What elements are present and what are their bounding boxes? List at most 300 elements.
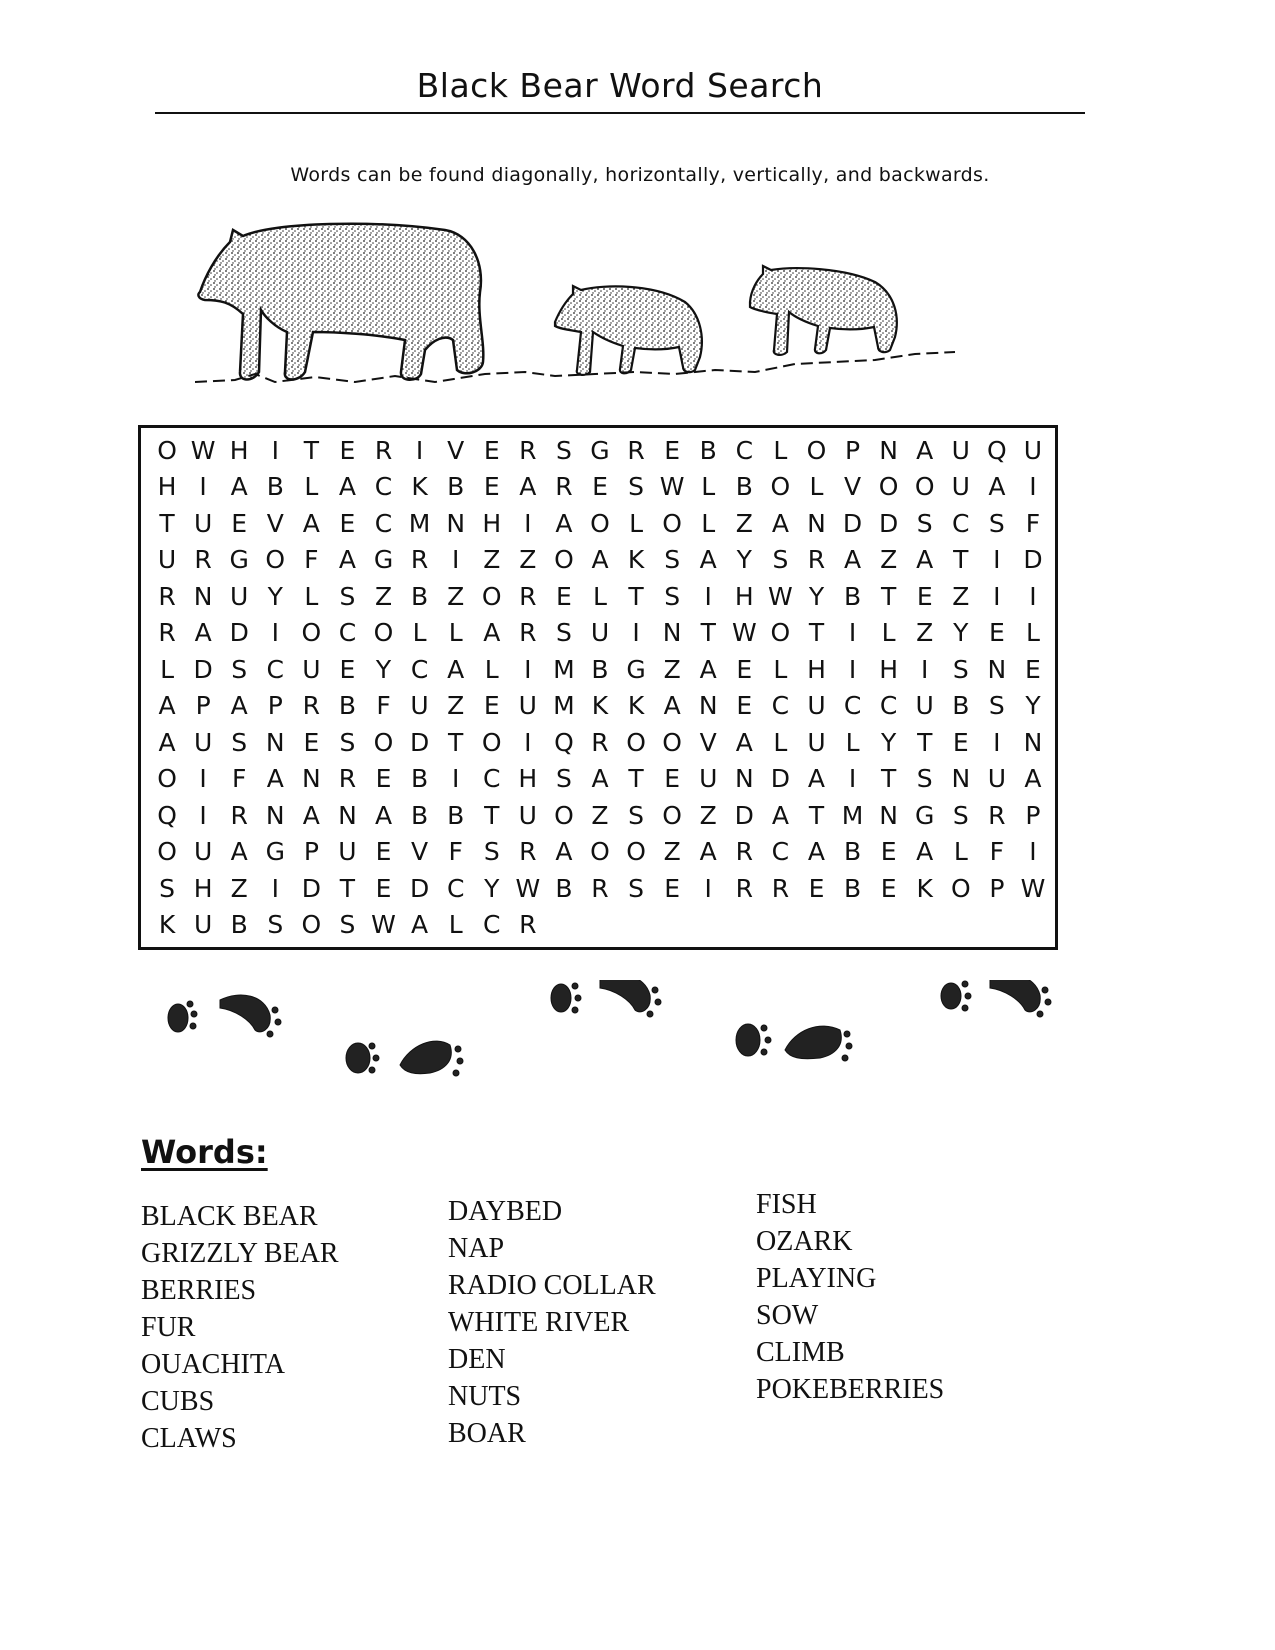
grid-letter: C: [446, 873, 465, 903]
grid-letter: T: [700, 618, 716, 648]
grid-letter: S: [339, 727, 356, 757]
word-list-item: CLAWS: [141, 1423, 237, 1454]
grid-letter: G: [373, 545, 394, 575]
grid-letter: T: [628, 581, 644, 611]
grid-letter: I: [415, 435, 424, 465]
grid-letter: Z: [374, 581, 393, 611]
adult-bear-icon: [198, 224, 483, 380]
grid-letter: R: [591, 873, 609, 903]
grid-letter: C: [374, 472, 393, 502]
grid-letter: D: [409, 727, 430, 757]
grid-letter: O: [373, 618, 394, 648]
grid-letter: G: [265, 837, 285, 867]
grid-letter: A: [338, 472, 356, 502]
grid-letter: S: [555, 435, 572, 465]
grid-letter: F: [376, 691, 391, 721]
grid-letter: E: [339, 508, 356, 538]
grid-letter: I: [1029, 472, 1037, 502]
grid-letter: L: [773, 654, 788, 684]
grid-letter: R: [988, 800, 1006, 830]
grid-letter: E: [664, 873, 681, 903]
word-list-item: PLAYING: [756, 1263, 877, 1294]
grid-letter: D: [879, 508, 899, 538]
grid-letter: H: [157, 472, 177, 502]
grid-letter: A: [158, 727, 176, 757]
grid-letter: U: [987, 764, 1007, 794]
grid-letter: N: [807, 508, 826, 538]
grid-letter: I: [199, 800, 207, 830]
grid-letter: Y: [1025, 691, 1041, 721]
grid-letter: D: [1023, 545, 1043, 575]
grid-letter: B: [338, 691, 356, 721]
grid-letter: Y: [375, 654, 392, 684]
grid-letter: P: [1025, 800, 1041, 830]
grid-letter: A: [411, 910, 429, 940]
grid-letter: U: [1023, 435, 1043, 465]
grid-letter: O: [914, 472, 935, 502]
grid-letter: S: [555, 618, 572, 648]
grid-letter: A: [338, 545, 356, 575]
grid-letter: B: [952, 691, 970, 721]
grid-letter: A: [916, 435, 934, 465]
grid-letter: I: [704, 873, 712, 903]
grid-letter: N: [879, 435, 898, 465]
grid-letter: K: [411, 472, 428, 502]
grid-letter: L: [701, 508, 716, 538]
grid-letter: V: [844, 472, 862, 502]
grid-letter: N: [265, 727, 285, 757]
grid-letter: R: [519, 581, 537, 611]
grid-letter: N: [1023, 727, 1043, 757]
grid-letter: S: [988, 508, 1005, 538]
grid-letter: T: [159, 508, 175, 538]
grid-letter: B: [555, 873, 573, 903]
grid-letter: W: [190, 435, 216, 465]
grid-letter: O: [481, 581, 502, 611]
grid-letter: N: [265, 800, 285, 830]
grid-letter: C: [771, 837, 790, 867]
grid-letter: F: [232, 764, 247, 794]
grid-letter: O: [878, 472, 899, 502]
grid-letter: D: [842, 508, 863, 538]
grid-letter: A: [230, 472, 248, 502]
grid-letter: B: [735, 472, 753, 502]
grid-letter: A: [302, 508, 320, 538]
grid-letter: V: [411, 837, 429, 867]
grid-letter: E: [303, 727, 320, 757]
grid-letter: N: [734, 764, 754, 794]
grid-letter: B: [699, 435, 717, 465]
grid-letter: O: [770, 472, 791, 502]
grid-letter: Z: [447, 581, 465, 611]
grid-letter: Y: [736, 545, 752, 575]
grid-letter: E: [231, 508, 248, 538]
grid-letter: H: [879, 654, 899, 684]
grid-letter: O: [590, 508, 610, 538]
grid-letter: H: [229, 435, 249, 465]
grid-letter: W: [371, 910, 396, 940]
grid-letter: L: [773, 435, 788, 465]
grid-letter: O: [806, 435, 827, 465]
grid-letter: B: [266, 472, 284, 502]
paw-print-icon: [990, 980, 1051, 1017]
grid-letter: O: [662, 800, 682, 830]
page-title: Black Bear Word Search: [416, 66, 824, 105]
grid-letter: I: [271, 873, 279, 903]
grid-letter: T: [628, 764, 644, 794]
grid-letter: U: [807, 727, 826, 757]
word-list-item: POKEBERRIES: [756, 1374, 945, 1405]
grid-letter: E: [483, 691, 500, 721]
grid-letter: T: [880, 581, 897, 611]
grid-letter: I: [921, 654, 929, 684]
grid-letter: A: [771, 800, 789, 830]
word-list-item: OZARK: [756, 1226, 853, 1257]
grid-letter: F: [448, 837, 463, 867]
grid-letter: P: [303, 837, 319, 867]
grid-letter: I: [993, 727, 1001, 757]
grid-letter: T: [917, 727, 933, 757]
grid-letter: S: [664, 545, 681, 575]
grid-letter: E: [880, 837, 897, 867]
grid-letter: R: [735, 873, 753, 903]
paw-print-icon: [346, 1043, 379, 1073]
grid-letter: C: [266, 654, 284, 684]
grid-letter: N: [193, 581, 213, 611]
grid-letter: N: [879, 800, 898, 830]
words-heading: Words:: [141, 1133, 268, 1171]
grid-letter: Y: [267, 581, 283, 611]
grid-letter: E: [483, 472, 500, 502]
grid-letter: T: [808, 800, 825, 830]
grid-letter: L: [304, 581, 319, 611]
word-list-item: DAYBED: [448, 1196, 563, 1227]
word-list-item: BOAR: [448, 1418, 526, 1449]
grid-letter: Z: [447, 691, 465, 721]
grid-letter: C: [410, 654, 429, 684]
grid-letter: W: [1020, 873, 1046, 903]
grid-letter: Z: [699, 800, 717, 830]
word-list-column: [756, 1186, 944, 1408]
grid-letter: S: [628, 873, 644, 903]
grid-letter: R: [230, 800, 248, 830]
grid-letter: M: [408, 508, 431, 538]
grid-letter: I: [993, 581, 1001, 611]
grid-letter: O: [157, 435, 177, 465]
grid-letter: I: [1029, 837, 1037, 867]
grid-letter: S: [916, 508, 933, 538]
grid-letter: U: [915, 691, 934, 721]
paw-print-icon: [168, 1001, 197, 1032]
grid-letter: G: [229, 545, 249, 575]
grid-letter: H: [193, 873, 213, 903]
grid-letter: H: [807, 654, 826, 684]
grid-letter: W: [731, 618, 757, 648]
grid-letter: S: [664, 581, 681, 611]
grid-letter: N: [698, 691, 718, 721]
grid-letter: Z: [952, 581, 970, 611]
grid-letter: N: [951, 764, 971, 794]
grid-letter: U: [518, 800, 537, 830]
grid-letter: I: [632, 618, 640, 648]
grid-letter: A: [1024, 764, 1042, 794]
cub-bear-icon: [750, 266, 897, 355]
grid-letter: Y: [484, 873, 500, 903]
grid-letter: O: [662, 727, 682, 757]
grid-letter: I: [848, 764, 857, 794]
grid-letter: A: [447, 654, 465, 684]
grid-letter: A: [735, 727, 753, 757]
grid-letter: G: [915, 800, 935, 830]
grid-letter: I: [271, 435, 279, 465]
grid-letter: K: [158, 910, 176, 940]
grid-letter: Z: [230, 873, 248, 903]
grid-letter: A: [663, 691, 681, 721]
grid-letter: D: [409, 873, 430, 903]
grid-letter: R: [771, 873, 790, 903]
grid-letter: I: [271, 618, 279, 648]
grid-letter: R: [374, 435, 393, 465]
grid-letter: A: [988, 472, 1006, 502]
grid-letter: L: [448, 618, 463, 648]
grid-letter: W: [768, 581, 793, 611]
grid-letter: O: [770, 618, 791, 648]
grid-letter: M: [841, 800, 864, 830]
grid-letter: E: [736, 654, 753, 684]
grid-letter: Z: [663, 837, 681, 867]
grid-letter: D: [229, 618, 249, 648]
grid-letter: E: [483, 435, 500, 465]
grid-letter: C: [771, 691, 790, 721]
grid-letter: K: [591, 691, 609, 721]
grid-letter: P: [989, 873, 1005, 903]
grid-letter: B: [447, 472, 465, 502]
grid-letter: H: [518, 764, 538, 794]
grid-letter: E: [592, 472, 608, 502]
grid-letter: O: [950, 873, 971, 903]
grid-letter: H: [734, 581, 754, 611]
grid-letter: O: [301, 910, 322, 940]
grid-letter: N: [987, 654, 1007, 684]
grid-letter: S: [628, 472, 644, 502]
word-list-column: [448, 1193, 656, 1452]
grid-letter: H: [482, 508, 502, 538]
paw-print-icon: [600, 980, 661, 1017]
grid-letter: R: [194, 545, 212, 575]
grid-letter: L: [304, 472, 319, 502]
grid-letter: U: [193, 508, 213, 538]
grid-letter: O: [590, 837, 610, 867]
grid-letter: Z: [735, 508, 753, 538]
grid-letter: I: [451, 764, 460, 794]
grid-letter: U: [410, 691, 429, 721]
grid-letter: A: [302, 800, 320, 830]
grid-letter: O: [157, 764, 177, 794]
grid-letter: L: [412, 618, 427, 648]
grid-letter: A: [591, 545, 609, 575]
grid-letter: C: [483, 910, 501, 940]
grid-letter: S: [339, 910, 356, 940]
grid-letter: T: [953, 545, 969, 575]
grid-letter: S: [231, 727, 248, 757]
grid-letter: Z: [519, 545, 537, 575]
word-list-item: SOW: [756, 1300, 819, 1331]
grid-letter: L: [845, 727, 860, 757]
grid-letter: A: [555, 508, 573, 538]
grid-letter: U: [193, 910, 213, 940]
grid-letter: U: [807, 691, 826, 721]
grid-letter: C: [879, 691, 898, 721]
grid-letter: L: [809, 472, 824, 502]
grid-letter: Y: [808, 581, 825, 611]
grid-letter: U: [518, 691, 537, 721]
grid-letter: O: [626, 727, 646, 757]
grid-letter: N: [446, 508, 466, 538]
grid-letter: L: [448, 910, 463, 940]
grid-letter: E: [664, 435, 681, 465]
grid-letter: C: [952, 508, 970, 538]
grid-letter: E: [880, 873, 897, 903]
grid-letter: Z: [591, 800, 609, 830]
grid-letter: U: [193, 727, 213, 757]
grid-letter: L: [773, 727, 788, 757]
grid-letter: E: [339, 654, 356, 684]
paw-print-icon: [736, 1024, 771, 1056]
grid-letter: R: [158, 618, 176, 648]
grid-letter: E: [375, 873, 392, 903]
grid-letter: U: [302, 654, 321, 684]
grid-letter: I: [524, 508, 532, 538]
grid-letter: B: [411, 581, 429, 611]
grid-letter: Z: [663, 654, 681, 684]
grid-letter: G: [590, 435, 610, 465]
grid-letter: R: [519, 435, 537, 465]
grid-letter: P: [267, 691, 283, 721]
grid-letter: S: [988, 691, 1005, 721]
grid-letter: A: [699, 545, 717, 575]
word-list-item: GRIZZLY BEAR: [141, 1238, 339, 1269]
grid-letter: P: [845, 435, 861, 465]
grid-letter: I: [524, 654, 532, 684]
grid-letter: T: [303, 435, 319, 465]
grid-letter: S: [628, 800, 644, 830]
grid-letter: A: [230, 837, 248, 867]
grid-letter: S: [231, 654, 248, 684]
grid-letter: U: [157, 545, 177, 575]
grid-letter: U: [951, 472, 970, 502]
grid-letter: K: [627, 691, 645, 721]
grid-letter: A: [519, 472, 537, 502]
grid-letter: S: [916, 764, 933, 794]
grid-letter: R: [735, 837, 753, 867]
word-list-item: BLACK BEAR: [141, 1201, 318, 1232]
word-list-item: DEN: [448, 1344, 506, 1375]
grid-letter: E: [808, 873, 825, 903]
grid-letter: B: [843, 873, 862, 903]
grid-letter: G: [626, 654, 646, 684]
grid-letter: U: [951, 435, 970, 465]
grid-letter: C: [843, 691, 862, 721]
grid-letter: E: [916, 581, 933, 611]
paw-print-icon: [551, 983, 581, 1013]
grid-letter: L: [629, 508, 644, 538]
grid-letter: Q: [987, 435, 1007, 465]
paw-print-icon: [941, 981, 971, 1011]
grid-letter: B: [447, 800, 465, 830]
grid-letter: D: [193, 654, 213, 684]
grid-letter: B: [230, 910, 248, 940]
grid-letter: A: [916, 545, 934, 575]
grid-letter: I: [848, 618, 857, 648]
grid-letter: A: [158, 691, 176, 721]
grid-letter: O: [301, 618, 322, 648]
grid-letter: R: [338, 764, 357, 794]
grid-letter: A: [699, 837, 717, 867]
word-list-column: [141, 1198, 339, 1457]
grid-letter: A: [807, 764, 826, 794]
grid-letter: N: [338, 800, 357, 830]
grid-letter: E: [664, 764, 681, 794]
grid-letter: T: [484, 800, 500, 830]
grid-letter: I: [451, 545, 460, 575]
word-list-item: CLIMB: [756, 1337, 845, 1368]
grid-letter: I: [848, 654, 857, 684]
grid-letter: P: [195, 691, 211, 721]
word-list-item: NAP: [448, 1233, 505, 1264]
title-underline: [155, 112, 1085, 114]
grid-letter: C: [374, 508, 393, 538]
grid-letter: E: [988, 618, 1005, 648]
grid-letter: Z: [880, 545, 898, 575]
grid-letter: S: [483, 837, 500, 867]
grid-letter: T: [339, 873, 356, 903]
grid-letter: S: [339, 581, 356, 611]
grid-letter: I: [1029, 581, 1037, 611]
grid-letter: E: [952, 727, 969, 757]
grid-letter: W: [515, 873, 541, 903]
grid-letter: I: [524, 727, 532, 757]
grid-letter: Z: [483, 545, 501, 575]
grid-letter: C: [735, 435, 754, 465]
grid-letter: B: [591, 654, 609, 684]
grid-letter: R: [627, 435, 645, 465]
grid-letter: S: [267, 910, 284, 940]
grid-letter: Y: [953, 618, 969, 648]
grid-letter: R: [519, 618, 537, 648]
grid-letter: U: [193, 837, 213, 867]
grid-letter: D: [301, 873, 321, 903]
paw-print-icon: [400, 1041, 463, 1076]
grid-letter: E: [736, 691, 753, 721]
grid-letter: R: [302, 691, 321, 721]
grid-letter: S: [159, 873, 175, 903]
grid-letter: S: [952, 654, 969, 684]
grid-letter: D: [770, 764, 791, 794]
grid-letter: F: [1025, 508, 1041, 538]
grid-letter: B: [411, 764, 429, 794]
grid-letter: D: [734, 800, 754, 830]
grid-letter: I: [704, 581, 712, 611]
grid-letter: R: [519, 837, 537, 867]
cub-bear-icon: [555, 286, 702, 375]
grid-letter: A: [230, 691, 248, 721]
grid-letter: R: [591, 727, 609, 757]
grid-letter: L: [1025, 618, 1040, 648]
word-list-item: BERRIES: [141, 1275, 257, 1306]
grid-letter: Y: [880, 727, 897, 757]
word-list-item: NUTS: [448, 1381, 522, 1412]
paw-print-icon: [785, 1026, 852, 1061]
